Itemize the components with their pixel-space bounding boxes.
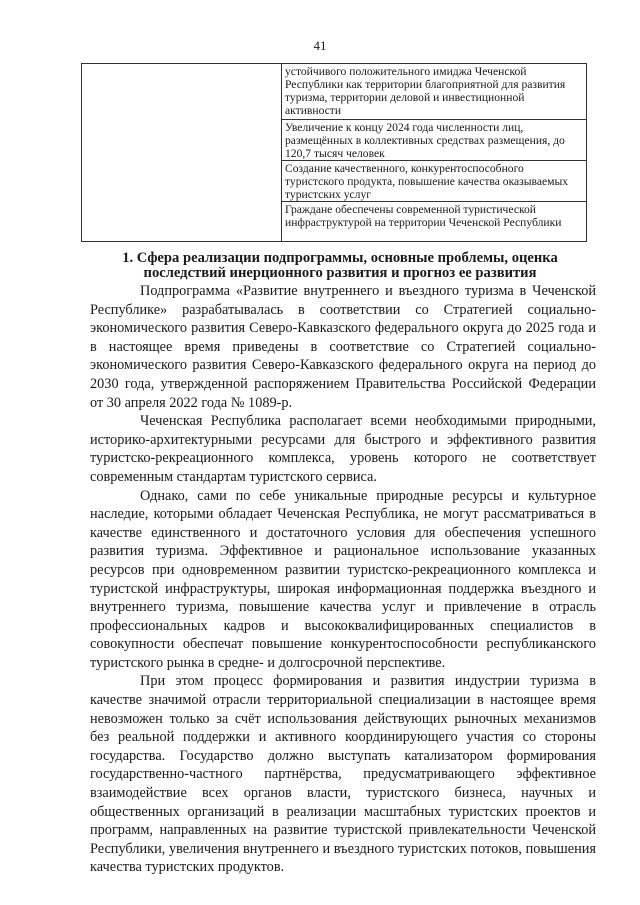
paragraph: При этом процесс формирования и развития индустрии туризма в качестве значимой отрасли территориальной специализации в настоящее время невозможен только за счёт использования действующих рыночных механизмов без реальной поддержки и активного координирующего участия со стороны государства. Государство должно выступать катализатором формирования государственно-частного партнёрства, предусматривающего эффективное взаимодействие всех органов власти, туристского бизнеса, научных и общественных организаций в реализации масштабных туристских проектов и программ, направленных на развитие туристской привлекательности Чеченской Республики, увеличения внутреннего и въездного туристских потоков, повышения качества туристских продуктов. — [90, 673, 596, 876]
table-cell: Увеличение к концу 2024 года численности лиц, размещённых в коллективных средствах размещения, до 120,7 тысяч человек — [282, 120, 587, 161]
goals-table — [81, 63, 587, 242]
table-cell: Граждане обеспечены современной туристической инфраструктурой на территории Чеченской Республики — [282, 202, 587, 242]
body-text — [90, 282, 596, 877]
paragraph: Подпрограмма «Развитие внутреннего и въездного туризма в Чеченской Республике» разрабатывалась в соответствии со Стратегией социально-экономического развития Северо-Кавказского федерального округа до 2025 года и в настоящее время приведены в соответствие со Стратегией социально-экономического развития Северо-Кавказского федерального округа на период до 2030 года, утвержденной распоряжением Правительства Российской Федерации от 30 апреля 2022 года № 1089-р. — [90, 283, 596, 411]
table-row — [82, 64, 587, 120]
table-cell: устойчивого положительного имиджа Чеченской Республики как территории благоприятной для развития туризма, территории деловой и инвестиционной активности — [282, 64, 587, 120]
table-cell-left — [82, 64, 282, 242]
paragraph: Однако, сами по себе уникальные природные ресурсы и культурное наследие, которыми обладает Чеченская Республика, не могут рассматриваться в качестве единственного и достаточного условия для обеспечения успешного развития туризма. Эффективное и рациональное использование указанных ресурсов при одновременном развитии туристско-рекреационного комплекса и туристской инфраструктуры, широкая информационная поддержка въездного и внутреннего туризма, повышение качества услуг и привлечение в отрасль профессиональных кадров и высококвалифицированных специалистов в совокупности обеспечат повышение конкурентоспособности республиканского туристского рынка в средне- и долгосрочной перспективе. — [90, 487, 596, 671]
page-number: 41 — [313, 38, 327, 53]
table-cell: Создание качественного, конкурентоспособного туристского продукта, повышение качества оказываемых туристских услуг — [282, 161, 587, 202]
paragraph: Чеченская Республика располагает всеми необходимыми природными, историко-архитектурными ресурсами для быстрого и эффективного развития туристско-рекреационного комплекса, уровень которого не соответствует современным стандартам туристского сервиса. — [90, 413, 596, 485]
section-heading: 1. Сфера реализации подпрограммы, основные проблемы, оценка последствий инерционного развития и прогноз ее развития — [122, 250, 558, 281]
